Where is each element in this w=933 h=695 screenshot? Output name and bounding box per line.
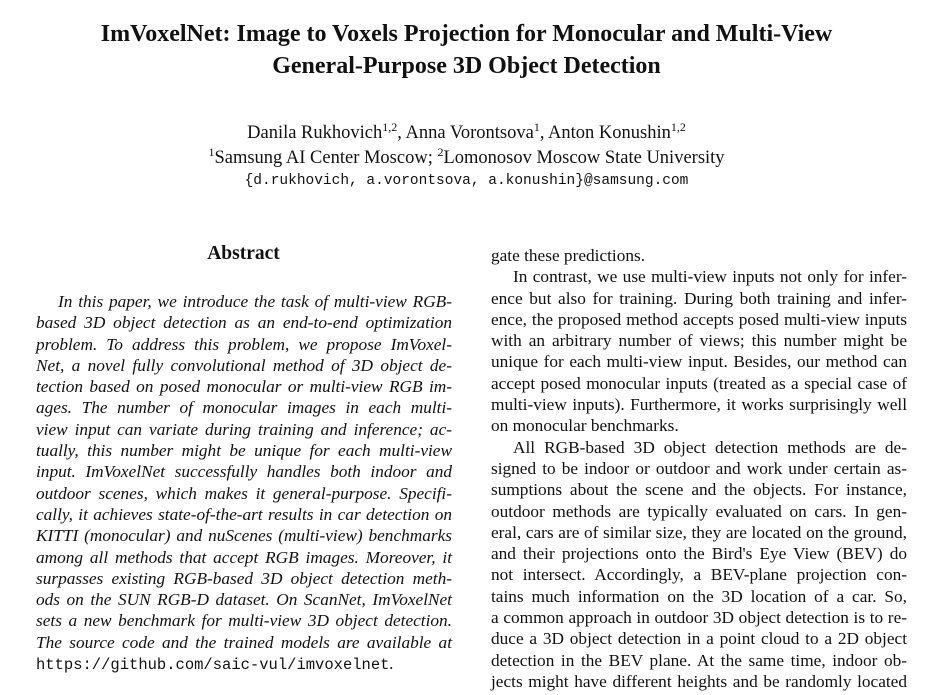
right-column-body [491,245,907,692]
title-line-2: General-Purpose 3D Object Detection [272,53,661,79]
abstract-line: among all methods that accept RGB images. Moreover, it [36,547,452,567]
abstract-line: The source code and the trained models are available at [36,632,452,652]
abstract-line: surpasses existing RGB-based 3D object detection meth- [36,568,452,588]
author-name: Anna Vorontsova [405,123,534,143]
abstract-line: Net, a novel fully convolutional method of 3D object de- [36,355,452,375]
author-affiliation: 1,2 [382,119,398,134]
body-text-line: duce a 3D object detection in a point cloud to a 2D object [491,629,907,649]
abstract-line: input. ImVoxelNet successfully handles both indoor and [36,462,452,482]
author-emails: {d.rukhovich, a.vorontsova, a.konushin}@samsung.com [244,173,689,189]
author-affiliation: 1 [533,119,540,134]
abstract-line: view input can variate during training and inference; ac- [36,419,452,439]
code-url-link[interactable]: https://github.com/saic-vul/imvoxelnet [36,656,390,675]
author-block [0,121,933,171]
body-text-line: and their projections onto the Bird's Eye View (BEV) do [491,544,907,564]
author-affiliation: 1,2 [670,119,686,134]
body-text-line: ence but also for training. During both training and infer- [491,288,907,308]
body-text-line: sumptions about the scene and the objects. For instance, [491,480,907,500]
body-text-line: jects might have different heights and be randomly located [491,671,907,691]
abstract-line: tually, this number might be unique for each multi-view [36,441,452,461]
affiliation-number: 2 [437,144,444,159]
body-text-line: a common approach in outdoor 3D object detection is to re- [491,608,907,628]
abstract-line: problem. To address this problem, we propose ImVoxel- [36,334,452,354]
abstract-line: ods on the SUN RGB-D dataset. On ScanNet, ImVoxelNet [36,590,452,610]
abstract-line: KITTI (monocular) and nuScenes (multi-view) benchmarks [36,526,452,546]
abstract-body [36,291,452,676]
abstract-line: cally, it achieves state-of-the-art results in car detection on [36,504,452,524]
body-text-line: All RGB-based 3D object detection methods are de- [513,437,907,457]
body-text-line: multi-view inputs). Furthermore, it works surprisingly well [491,395,907,415]
body-text-line: detection in the BEV plane. At the same time, indoor ob- [491,650,907,670]
body-text-line: on monocular benchmarks. [491,416,679,436]
author-list: Danila Rukhovich$^{1,2}$, Anna Vorontsova$^1$, Anton Konushin$^{1,2}$ [247,119,686,143]
author-name: Anton Konushin [548,123,671,143]
abstract-url-line [36,653,452,676]
abstract-heading: Abstract [207,243,280,264]
body-text-line: outdoor methods are typically evaluated on cars. In gen- [491,501,907,521]
abstract-line: outdoor scenes, which makes it general-purpose. Specifi- [36,483,452,503]
affiliation-number: 1 [208,144,215,159]
abstract-line: based 3D object detection as an end-to-end optimization [36,313,452,333]
body-text-line: accept posed monocular inputs (treated as a special case of [491,373,907,393]
title-line-1: ImVoxelNet: Image to Voxels Projection for Monocular and Multi-View [100,21,833,47]
body-text-line: gate these predictions. [491,246,646,265]
paper-title [0,18,933,82]
body-text-line: In contrast, we use multi-view inputs not only for infer- [513,267,907,287]
body-text-line: unique for each multi-view input. Besides, our method can [491,352,907,372]
url-period: . [389,654,394,674]
abstract-line: In this paper, we introduce the task of multi-view RGB- [58,292,452,311]
body-text-line: with an arbitrary number of views; this number might be [491,331,907,351]
body-text-line: ence, the proposed method accepts posed multi-view inputs [491,309,907,329]
body-text-line: not intersect. Accordingly, a BEV-plane projection con- [491,565,907,585]
affiliation-name: Samsung AI Center Moscow; [214,148,433,168]
body-text-line: signed to be indoor or outdoor and work under certain as- [491,458,907,478]
affiliation-name: Lomonosov Moscow State University [443,148,725,168]
affiliation-list [0,146,933,171]
abstract-line: tection based on posed monocular or multi-view RGB im- [36,377,452,397]
body-text-line: eral, cars are of similar size, they are located on the ground, [491,522,907,542]
abstract-line: ages. The number of monocular images in each multi- [36,398,452,418]
body-text-line: tains much information on the 3D location of a car. So, [491,586,907,606]
abstract-line: sets a new benchmark for multi-view 3D object detection. [36,611,452,631]
author-name: Danila Rukhovich [247,123,383,143]
